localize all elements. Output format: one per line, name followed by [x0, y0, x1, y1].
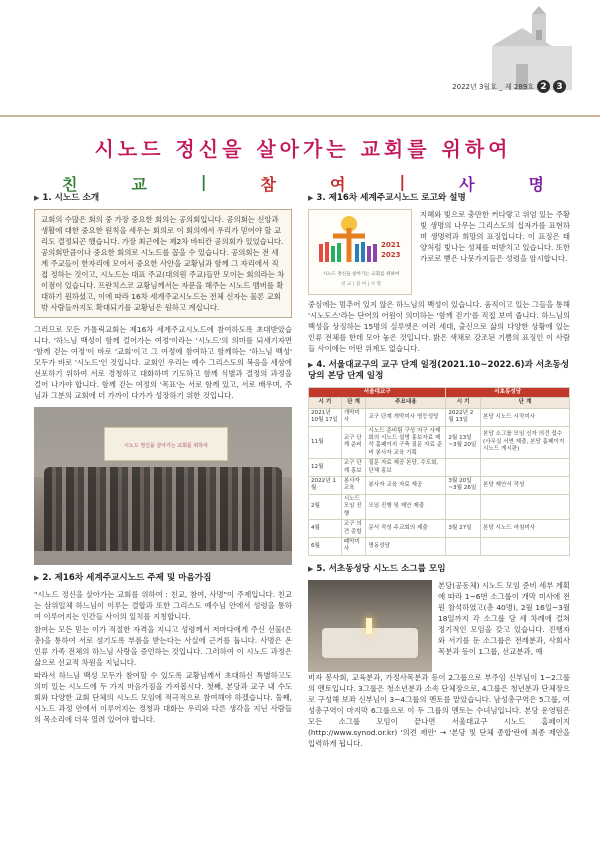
logo-description: 지혜와 빛으로 충만한 커다랗고 위엄 있는 주황빛 생명의 나무는 그리스도의 십자가를 표현하며 생명력과 희망의 표징입니다. 이 표징은 태양처럼 빛나는 성체를 떠받치고 있습니다. 또한 가로로 뻗은 나뭇가지들은 성령을 암시합니다. — [420, 210, 570, 263]
table-cell: 2022년 2월 13일 — [446, 408, 481, 426]
table-column-header: 시 기 — [309, 398, 342, 408]
title-subtitle-char: | — [200, 172, 207, 191]
issue-info — [452, 80, 566, 93]
title-block — [30, 123, 576, 194]
table-row — [309, 426, 570, 459]
table-column-header: 주요내용 — [366, 398, 446, 408]
table-cell: 2월 13일 ~3월 20일 — [446, 426, 481, 459]
table-cell: 교구 단계 홍보 — [341, 459, 366, 477]
page-number-right: 3 — [553, 80, 566, 93]
logo-section — [308, 209, 570, 295]
table-cell: 명동성당 — [366, 537, 446, 555]
table-cell — [446, 494, 481, 519]
table-cell: 11월 — [309, 426, 342, 459]
table-cell: 시노드 준비팀 구성 지구 사제회의 시노드 설명 홍보자료 제작 홈페이지 구축 질문 자료 준비 봉사자 교육 기획 — [366, 426, 446, 459]
table-row — [309, 477, 570, 495]
table-cell: 12월 — [309, 459, 342, 477]
group-photo — [34, 407, 292, 565]
section-2-title — [34, 573, 292, 584]
photo-banner — [104, 427, 228, 461]
table-cell — [480, 494, 569, 519]
photo-banner-text: 시노드 정신을 살아가는 교회를 위하여 — [124, 443, 208, 449]
table-row — [309, 537, 570, 555]
section-5-title — [308, 564, 570, 575]
table-column-header: 시 기 — [446, 398, 481, 408]
section-3-title-text: 3. 제16차 세계주교시노드 로고와 설명 — [316, 193, 466, 203]
section-2-paragraph-3: 따라서 하느님 백성 모두가 참여할 수 있도록 교황님께서 초대하신 특별하고도 의미 있는 시노드에 두 가지 마음가짐을 가져봅시다. 첫째, 본당과 교구 내 수도회와 다양한 교회 단체의 시노드 모임에 적극적으로 참여해야 하겠습니다. 둘째, 시노드 과정 안에서 이루어지는 경청과 대화는 우리와 다른 생각을 지닌 사람들의 목소리에 더욱 열려 있어야 합니다. — [34, 671, 292, 724]
page-header — [0, 0, 600, 118]
table-cell: 봉사자 교육 자료 제공 — [366, 477, 446, 495]
bullet-icon: ▶ — [34, 194, 40, 202]
section-2-paragraph-1: "시노드 정신을 살아가는 교회를 위하여 : 친교, 참여, 사명"이 주제입니다. 친교는 삼위일체 하느님이 이루는 결합과 또한 그리스도 예수님 안에서 성령을 통하여 이루어지는 인간들 사이의 일치를 지칭합니다. — [34, 590, 292, 621]
bullet-icon: ▶ — [308, 194, 314, 202]
title-subtitle-char: 명 — [528, 175, 544, 194]
section-2-title-text: 2. 제16차 세계주교시노드 주제 및 마음가짐 — [42, 573, 212, 583]
logo-subcaption: 친 교 | 참 여 | 사 명 — [341, 282, 381, 287]
section-4-title — [308, 360, 570, 382]
section-4-title-text: 4. 서울대교구의 교구 단계 일정(2021.10~2022.6)과 서초동성당의 본당 단계 일정 — [308, 360, 570, 381]
section-1-title-text: 1. 시노드 소개 — [42, 193, 100, 203]
candle-icon — [366, 618, 372, 634]
table-cell: 봉사자 교육 — [341, 477, 366, 495]
meeting-side-text: 본당(공동체) 시노드 모임 준비 세부 계획에 따라 1~6번 소그룹이 개막 미사에 전원 참석하였고(총 40명), 2월 16일~3월 18일까지 각 소그룹 당 세 차례에 걸쳐 정기적인 모임을 갖고 있습니다. 진행자와 서기를 둔 소그룹은 전례분과, 사회사목분과 등이 1그룹, 선교분과, 예 — [438, 580, 570, 656]
section-5-paragraph: 비자 봉사회, 교육분과, 가정사목분과 등이 2그룹으로 부주임 신부님이 1~2그룹의 멘토입니다. 3그룹은 청소년분과 소속 단체장으로, 4그룹은 청년분과 단체장으로 구성해 보좌 신부님이 3~4그룹의 멘토를 맡았습니다. 남성총구역은 5그룹, 여성총구역이 마지막 6그룹으로 이 두 그룹의 멘토는 수녀님입니다. 본당 운영팀은 모든 소그룹 모임이 끝나면 서울대교구 시노드 홈페이지(http://www.synod.or.kr) '의견 제안' → '본당 및 단체 종합'란에 최종 제안을 입력하게 됩니다. — [308, 672, 570, 748]
section-3-title — [308, 193, 570, 204]
title-subtitle-char: 친 — [62, 175, 78, 194]
table-cell: 모임 진행 및 제안 제출 — [366, 494, 446, 519]
section-1-title — [34, 193, 292, 204]
table-column-header: 단 계 — [480, 398, 569, 408]
section-1-paragraph: 그러므로 모든 가톨릭교회는 제16차 세계주교시노드에 참여하도록 초대받았습니다. '하느님 백성이 함께 걸어가는 여정'이라는 '시노드'의 의미를 되새기자면 '함께 걷는 여정'이 바로 '교회'이고 그 여정에 참여하고 함께하는 '하느님 백성' 모두가 바로 '시노드'인 것입니다. 교회인 우리는 예수 그리스도의 복음을 세상에 선포하기 위하여 서로 경청하고 대화하며 기도하고 함께 식별과 결정의 과정을 걸어 나가야 합니다. 함께 걷는 여정의 '목표'는 서로 함께 있고, 서로 배우며, 주님과 그분의 교회에 더 가까이 다가가 성장하기 위한 것입니다. — [34, 325, 292, 400]
issue-label: 2022년 3월호 _ 제 289호 — [452, 82, 534, 91]
table-cell: 교구 단계 개막미사 영등성당 — [366, 408, 446, 426]
bullet-icon: ▶ — [34, 574, 40, 582]
table-cell: 3월 27일 — [446, 520, 481, 538]
table-cell: 본당 시노드 시작미사 — [480, 408, 569, 426]
section-1-box: 교회의 수많은 회의 중 가장 중요한 회의는 공의회입니다. 공의회는 신앙과 생활에 대한 중요한 원칙을 세우는 회의로 이 회의에서 우리가 믿어야 할 교리도 결정되곤 했습니다. 가장 최근에는 제2차 바티칸 공의회가 있었습니다. 공의회만큼이나 중요한 회의로 시노드를 꼽을 수 있습니다. 공의회는 전 세계 주교들이 한자리에 모여서 중요한 사안을 교황님과 함께 그 자리에서 직접 정하는 것이고, 시노드는 대표 주교(대의원 주교)들만 모이는 회의라는 차이점이 있습니다. 프란치스코 교황님께서는 자문을 해주는 시노드 멤버를 확대하기 원하셨고, 이에 따라 16차 세계주교시노드는 전체 신자는 물론 교회 밖 사람들까지도 확대되기를 교황님은 원하고 계십니다. — [34, 209, 292, 318]
table-cell: 본당 제안서 작성 — [480, 477, 569, 495]
logo-caption: 시노드 정신을 살아가는 교회를 위하여 — [322, 272, 400, 277]
section-5-title-text: 5. 서초동성당 시노드 소그룹 모임 — [316, 563, 446, 574]
table-row — [309, 459, 570, 477]
table-cell — [480, 537, 569, 555]
table-cell: 4월 — [309, 520, 342, 538]
title-subtitle-char: 사 — [459, 175, 475, 194]
table-cell: 2021년 10월 17일 — [309, 408, 342, 426]
table-cell — [446, 537, 481, 555]
table-column-header: 단 계 — [341, 398, 366, 408]
schedule-table — [308, 387, 570, 556]
meeting-section — [308, 580, 570, 672]
photo-crowd — [44, 467, 282, 557]
table-head-parish: 서초동성당 — [446, 388, 570, 398]
table-cell: 2월 — [309, 494, 342, 519]
meeting-photo — [308, 580, 432, 672]
table-cell: 폐막미사 — [341, 537, 366, 555]
page-title: 시노드 정신을 살아가는 교회를 위하여 — [94, 137, 512, 161]
table-cell: 시노드 모임 진행 — [341, 494, 366, 519]
table-cell: 교구 단계 준비 — [341, 426, 366, 459]
table-row — [309, 494, 570, 519]
table-cell — [480, 459, 569, 477]
bullet-icon: ▶ — [308, 361, 314, 369]
synod-logo — [308, 209, 412, 295]
title-subtitle — [30, 172, 576, 195]
table-cell — [446, 459, 481, 477]
right-column — [308, 193, 570, 755]
header-divider — [0, 115, 600, 117]
table-row — [309, 520, 570, 538]
table-cell: 교구 의견 종합 — [341, 520, 366, 538]
photo-steps — [34, 551, 292, 565]
title-subtitle-char: 여 — [329, 175, 346, 194]
table-cell: 문서 작성 주교회의 제출 — [366, 520, 446, 538]
bullet-icon: ▶ — [308, 564, 314, 573]
page-number-left: 2 — [537, 80, 550, 93]
table-cell: 2022년 1월 — [309, 477, 342, 495]
table-row — [309, 408, 570, 426]
title-subtitle-char: | — [399, 172, 406, 191]
title-subtitle-char: 교 — [131, 175, 147, 194]
table-cell: 질문 자료 제공 본당, 수도회, 단체 홍보 — [366, 459, 446, 477]
table-cell: 6월 — [309, 537, 342, 555]
table-cell: 3월 20일 ~3월 26일 — [446, 477, 481, 495]
table-cell: 개막미사 — [341, 408, 366, 426]
table-cell: 본당 소그룹 모임 신자 의견 접수 (사무실 서면 제출, 본당 홈페이지 시노드 게시판) — [480, 426, 569, 459]
title-subtitle-char: 참 — [260, 175, 277, 194]
section-2-paragraph-2: 참여는 모든 믿는 이가 적절한 자격을 지니고 성령께서 저마다에게 주신 선물(은총)을 통하여 서로 섬기도록 부름을 받는다는 사실에 근거를 둡니다. 사명은 온 인류 가족 전체의 하느님 사랑을 증언하는 것입니다. 그러하여 이 시노드 과정은 삶으로 선교적 차원을 지닙니다. — [34, 625, 292, 667]
section-3-paragraph: 중심에는 멈추어 있지 않은 하느님의 백성이 있습니다. 움직이고 있는 그들을 통해 '시노도스'라는 단어의 어원이 의미하는 '함께 걷기'를 직접 보여 줍니다. 하느님의 백성을 상징하는 15명의 실루엣은 여러 세대, 출신으로 삶의 다양한 상황에 있는 인류 전체를 한데 모아 놓은 것입니다. 밝은 색채로 강조된 기쁨의 표징인 이 사람들 사이에는 어떤 위계도 없습니다. — [308, 300, 570, 353]
left-column — [34, 193, 292, 731]
table-head-diocese: 서울대교구 — [309, 388, 446, 398]
logo-year-2: 2023 — [381, 251, 401, 259]
table-cell: 본당 시노드 마침미사 — [480, 520, 569, 538]
logo-year-1: 2021 — [381, 241, 401, 249]
